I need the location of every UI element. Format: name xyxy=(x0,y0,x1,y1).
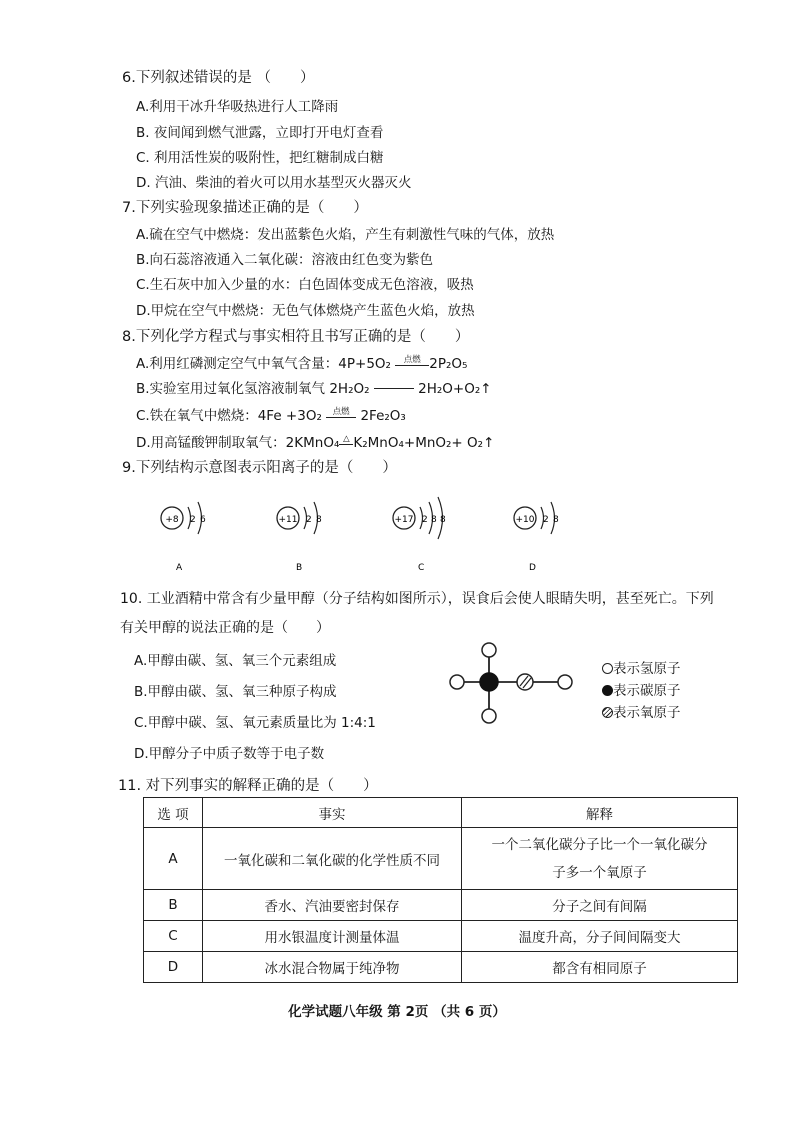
diagram-d-label: D xyxy=(529,563,536,573)
diagram-b-nucleus: +11 xyxy=(278,515,298,525)
page-footer: 化学试题八年级 第 2页 （共 6 页） xyxy=(288,1004,506,1020)
atomic-structure-diagrams xyxy=(0,490,794,590)
row-d-explanation: 都含有相同原子 xyxy=(462,952,738,983)
diagram-b xyxy=(277,502,322,573)
q8-option-b xyxy=(136,377,492,397)
table-row xyxy=(144,952,738,983)
q10-option-c: C.甲醇中碳、氢、氧元素质量比为 1:4:1 xyxy=(134,715,376,731)
table-header-row xyxy=(144,798,738,828)
table-row xyxy=(144,890,738,921)
legend-oxygen xyxy=(602,702,681,724)
row-c-option: C xyxy=(144,921,203,952)
diagram-c-label: C xyxy=(418,563,425,573)
q7-option-a: A.硫在空气中燃烧：发出蓝紫色火焰，产生有刺激性气味的气体，放热 xyxy=(136,227,555,243)
diagram-c-shell-1: 2 xyxy=(422,515,428,525)
row-b-explanation: 分子之间有间隔 xyxy=(462,890,738,921)
row-a-explanation-line-1: 一个二氧化碳分子比一个一氧化碳分 xyxy=(491,836,708,853)
diagram-a xyxy=(161,502,206,573)
q7-option-c: C.生石灰中加入少量的水：白色固体变成无色溶液，吸热 xyxy=(136,277,474,293)
q7-option-b: B.向石蕊溶液通入二氧化碳：溶液由红色变为紫色 xyxy=(136,252,434,268)
diagram-a-shell-2: 6 xyxy=(200,515,206,525)
diagram-d xyxy=(514,502,559,573)
q10-option-a: A.甲醇由碳、氢、氧三个元素组成 xyxy=(134,653,337,669)
row-a-fact: 一氧化碳和二氧化碳的化学性质不同 xyxy=(203,828,462,890)
q6-option-b: B. 夜间闻到燃气泄露，立即打开电灯查看 xyxy=(136,125,384,141)
legend-carbon-label: 表示碳原子 xyxy=(613,683,681,699)
diagram-c xyxy=(393,497,446,573)
header-option: 选 项 xyxy=(144,798,203,828)
q6-option-a: A.利用干冰升华吸热进行人工降雨 xyxy=(136,99,339,115)
carbon-atom-icon xyxy=(602,685,613,696)
q8-stem: 8.下列化学方程式与事实相符且书写正确的是（ ） xyxy=(122,329,470,345)
row-b-fact: 香水、汽油要密封保存 xyxy=(203,890,462,921)
header-explanation: 解释 xyxy=(462,798,738,828)
table-row xyxy=(144,921,738,952)
q8-option-d-product: K₂MnO₄+MnO₂+ O₂↑ xyxy=(353,435,495,451)
header-fact: 事实 xyxy=(203,798,462,828)
q8-option-b-condition xyxy=(374,384,414,389)
diagram-d-shell-2: 8 xyxy=(553,515,559,525)
diagram-b-shell-1: 2 xyxy=(306,515,312,525)
q8-option-c xyxy=(136,404,406,424)
facts-table xyxy=(143,797,738,983)
q10-option-b: B.甲醇由碳、氢、氧三种原子构成 xyxy=(134,684,337,700)
q8-option-b-text: B.实验室用过氧化氢溶液制氧气 2H₂O₂ xyxy=(136,381,370,397)
q8-option-a xyxy=(136,352,467,372)
diagram-d-nucleus: +10 xyxy=(515,515,535,525)
q7-option-d: D.甲烷在空气中燃烧：无色气体燃烧产生蓝色火焰，放热 xyxy=(136,303,475,319)
diagram-c-nucleus: +17 xyxy=(394,515,414,525)
row-a-explanation xyxy=(462,828,738,890)
diagram-a-nucleus: +8 xyxy=(165,515,179,525)
q9-stem: 9.下列结构示意图表示阳离子的是（ ） xyxy=(122,460,397,476)
legend-carbon xyxy=(602,680,681,702)
oxygen-atom-icon xyxy=(602,707,613,718)
molecule-legend xyxy=(602,658,681,724)
q8-option-b-product: 2H₂O+O₂↑ xyxy=(418,381,492,397)
legend-hydrogen-label: 表示氢原子 xyxy=(613,661,681,677)
legend-oxygen-label: 表示氧原子 xyxy=(613,705,681,721)
diagram-a-shell-1: 2 xyxy=(190,515,196,525)
row-c-fact: 用水银温度计测量体温 xyxy=(203,921,462,952)
q8-option-d-condition: △ xyxy=(339,434,353,445)
q6-option-d: D. 汽油、柴油的着火可以用水基型灭火器灭火 xyxy=(136,175,412,191)
row-b-option: B xyxy=(144,890,203,921)
diagram-d-shell-1: 2 xyxy=(543,515,549,525)
q6-stem: 6.下列叙述错误的是 （ ） xyxy=(122,70,315,86)
row-d-option: D xyxy=(144,952,203,983)
legend-hydrogen xyxy=(602,658,681,680)
diagram-c-shell-3: 8 xyxy=(440,515,446,525)
hydrogen-atom-icon xyxy=(602,663,613,674)
diagram-c-shell-2: 8 xyxy=(431,515,437,525)
row-c-explanation: 温度升高，分子间间隔变大 xyxy=(462,921,738,952)
methanol-molecule-diagram xyxy=(445,640,585,730)
row-a-explanation-line-2: 子多一个氧原子 xyxy=(552,864,647,881)
q11-stem: 11. 对下列事实的解释正确的是（ ） xyxy=(118,778,378,794)
diagram-b-label: B xyxy=(296,563,303,573)
q10-option-d: D.甲醇分子中质子数等于电子数 xyxy=(134,746,325,762)
q10-stem-line-2: 有关甲醇的说法正确的是（ ） xyxy=(120,620,330,636)
q10-stem-line-1: 10. 工业酒精中常含有少量甲醇（分子结构如图所示），误食后会使人眼睛失明，甚至死亡。下列 xyxy=(120,591,714,607)
q6-option-c: C. 利用活性炭的吸附性，把红糖制成白糖 xyxy=(136,150,384,166)
diagram-b-shell-2: 8 xyxy=(316,515,322,525)
row-d-fact: 冰水混合物属于纯净物 xyxy=(203,952,462,983)
q8-option-a-condition: 点燃 xyxy=(395,355,429,366)
q8-option-a-text: A.利用红磷测定空气中氧气含量：4P+5O₂ xyxy=(136,356,391,372)
q8-option-d xyxy=(136,431,494,451)
row-a-option: A xyxy=(144,828,203,890)
q8-option-d-text: D.用高锰酸钾制取氧气：2KMnO₄ xyxy=(136,435,340,451)
q8-option-c-condition: 点燃 xyxy=(326,407,356,418)
diagram-a-label: A xyxy=(176,563,183,573)
q8-option-c-text: C.铁在氧气中燃烧：4Fe +3O₂ xyxy=(136,408,322,424)
q8-option-a-product: 2P₂O₅ xyxy=(429,356,468,372)
q7-stem: 7.下列实验现象描述正确的是（ ） xyxy=(122,200,368,216)
q8-option-c-product: 2Fe₂O₃ xyxy=(360,408,406,424)
table-row xyxy=(144,828,738,890)
